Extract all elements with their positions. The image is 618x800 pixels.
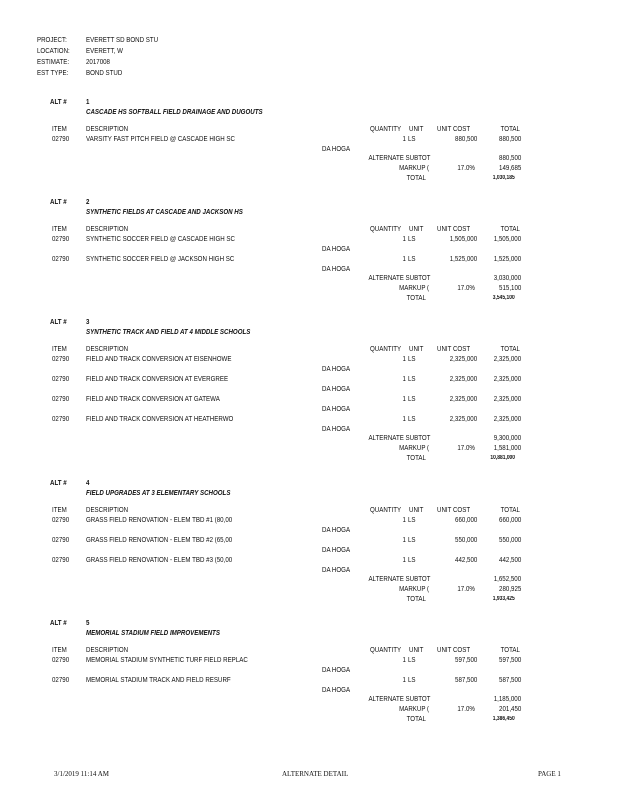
item-unit: LS: [408, 236, 416, 243]
item-quantity: 1: [402, 517, 406, 524]
alt-number: 3: [86, 319, 90, 326]
item-description: GRASS FIELD RENOVATION - ELEM TBD #3 (50,00: [86, 557, 233, 564]
item-quantity: 1: [402, 256, 406, 263]
item-quantity: 1: [402, 236, 406, 243]
item-description: SYNTHETIC SOCCER FIELD @ JACKSON HIGH SC: [86, 256, 235, 263]
item-unit: LS: [408, 416, 416, 423]
item-unit: LS: [408, 557, 416, 564]
project-value: EVERETT SD BOND STU: [86, 37, 159, 44]
da-label: DA HOGA: [322, 687, 351, 694]
col-header-quantity: QUANTITY: [370, 126, 402, 133]
esttype-value: BOND STUD: [86, 70, 123, 77]
item-unit: LS: [408, 256, 416, 263]
item-total: 1,505,000: [493, 236, 521, 243]
subtotal-label: ALTERNATE SUBTOT: [368, 696, 430, 703]
item-unit: LS: [408, 537, 416, 544]
da-label: DA HOGA: [322, 527, 351, 534]
total-label: TOTAL: [406, 596, 426, 603]
da-label: DA HOGA: [322, 406, 351, 413]
total-value: 1,386,450: [493, 716, 515, 722]
item-unit-cost: 2,325,000: [449, 416, 477, 423]
da-label: DA HOGA: [322, 266, 351, 273]
col-header-item: ITEM: [52, 226, 67, 233]
item-unit-cost: 442,500: [454, 557, 477, 564]
da-label: DA HOGA: [322, 567, 351, 574]
item-unit-cost: 597,500: [454, 657, 477, 664]
item-total: 2,325,000: [493, 356, 521, 363]
estimate-label: ESTIMATE:: [37, 59, 70, 66]
item-unit: LS: [408, 136, 416, 143]
subtotal-value: 880,500: [498, 155, 521, 162]
item-description: MEMORIAL STADIUM SYNTHETIC TURF FIELD REPLAC: [86, 657, 248, 664]
item-unit-cost: 587,500: [454, 677, 477, 684]
item-quantity: 1: [402, 376, 406, 383]
markup-value: 515,100: [498, 285, 521, 292]
col-header-unit: UNIT: [409, 647, 424, 654]
markup-percent: 17.0%: [457, 285, 475, 292]
item-code: 02790: [52, 537, 70, 544]
item-quantity: 1: [402, 136, 406, 143]
subtotal-label: ALTERNATE SUBTOT: [368, 155, 430, 162]
markup-label: MARKUP (: [398, 445, 429, 452]
item-total: 2,325,000: [493, 416, 521, 423]
item-total: 442,500: [498, 557, 521, 564]
item-description: FIELD AND TRACK CONVERSION AT GATEWA: [86, 396, 220, 403]
col-header-item: ITEM: [52, 126, 67, 133]
total-label: TOTAL: [406, 175, 426, 182]
item-total: 880,500: [498, 136, 521, 143]
esttype-label: EST TYPE:: [37, 70, 69, 77]
item-code: 02790: [52, 136, 70, 143]
markup-percent: 17.0%: [457, 445, 475, 452]
item-unit-cost: 880,500: [454, 136, 477, 143]
item-description: FIELD AND TRACK CONVERSION AT EVERGREE: [86, 376, 229, 383]
item-unit: LS: [408, 657, 416, 664]
subtotal-value: 1,185,000: [493, 696, 521, 703]
alt-title: MEMORIAL STADIUM FIELD IMPROVEMENTS: [86, 630, 220, 637]
item-unit-cost: 2,325,000: [449, 396, 477, 403]
col-header-quantity: QUANTITY: [370, 226, 402, 233]
location-value: EVERETT, W: [86, 48, 123, 55]
da-label: DA HOGA: [322, 547, 351, 554]
alt-number: 2: [86, 199, 90, 206]
subtotal-value: 3,030,000: [493, 275, 521, 282]
alt-title: SYNTHETIC FIELDS AT CASCADE AND JACKSON HS: [86, 209, 243, 216]
markup-percent: 17.0%: [457, 706, 475, 713]
col-header-unit-cost: UNIT COST: [437, 507, 471, 514]
col-header-quantity: QUANTITY: [370, 346, 402, 353]
markup-percent: 17.0%: [457, 586, 475, 593]
item-description: SYNTHETIC SOCCER FIELD @ CASCADE HIGH SC: [86, 236, 235, 243]
total-label: TOTAL: [406, 455, 426, 462]
alt-label: ALT #: [50, 99, 67, 106]
col-header-description: DESCRIPTION: [86, 507, 129, 514]
alt-label: ALT #: [50, 480, 67, 487]
subtotal-value: 1,652,500: [493, 576, 521, 583]
col-header-total: TOTAL: [500, 346, 520, 353]
total-label: TOTAL: [406, 295, 426, 302]
col-header-total: TOTAL: [500, 647, 520, 654]
location-label: LOCATION:: [37, 48, 70, 55]
footer-page: PAGE 1: [538, 770, 561, 778]
item-quantity: 1: [402, 537, 406, 544]
item-total: 2,325,000: [493, 376, 521, 383]
item-unit: LS: [408, 376, 416, 383]
item-code: 02790: [52, 557, 70, 564]
col-header-unit: UNIT: [409, 226, 424, 233]
markup-value: 201,450: [498, 706, 521, 713]
alt-number: 5: [86, 620, 90, 627]
item-code: 02790: [52, 517, 70, 524]
item-total: 550,000: [498, 537, 521, 544]
da-label: DA HOGA: [322, 667, 351, 674]
col-header-quantity: QUANTITY: [370, 647, 402, 654]
col-header-unit-cost: UNIT COST: [437, 346, 471, 353]
item-description: GRASS FIELD RENOVATION - ELEM TBD #1 (80,00: [86, 517, 233, 524]
total-value: 1,030,185: [493, 175, 515, 181]
item-quantity: 1: [402, 416, 406, 423]
col-header-item: ITEM: [52, 507, 67, 514]
item-description: GRASS FIELD RENOVATION - ELEM TBD #2 (65,00: [86, 537, 233, 544]
estimate-value: 2017008: [86, 59, 110, 66]
item-description: MEMORIAL STADIUM TRACK AND FIELD RESURF: [86, 677, 231, 684]
item-total: 1,525,000: [493, 256, 521, 263]
markup-label: MARKUP (: [398, 706, 429, 713]
item-total: 660,000: [498, 517, 521, 524]
item-code: 02790: [52, 396, 70, 403]
markup-value: 1,581,000: [493, 445, 521, 452]
markup-value: 149,685: [498, 165, 521, 172]
da-label: DA HOGA: [322, 366, 351, 373]
col-header-description: DESCRIPTION: [86, 126, 129, 133]
col-header-unit-cost: UNIT COST: [437, 126, 471, 133]
item-unit: LS: [408, 677, 416, 684]
item-unit: LS: [408, 517, 416, 524]
footer-date: 3/1/2019 11:14 AM: [54, 770, 109, 778]
item-code: 02790: [52, 657, 70, 664]
total-value: 3,545,100: [493, 295, 515, 301]
item-description: FIELD AND TRACK CONVERSION AT HEATHERWO: [86, 416, 234, 423]
alt-label: ALT #: [50, 620, 67, 627]
item-quantity: 1: [402, 557, 406, 564]
project-label: PROJECT:: [37, 37, 67, 44]
col-header-item: ITEM: [52, 346, 67, 353]
subtotal-label: ALTERNATE SUBTOT: [368, 576, 430, 583]
markup-label: MARKUP (: [398, 165, 429, 172]
item-unit-cost: 660,000: [454, 517, 477, 524]
item-total: 587,500: [498, 677, 521, 684]
alt-number: 1: [86, 99, 90, 106]
col-header-quantity: QUANTITY: [370, 507, 402, 514]
item-code: 02790: [52, 256, 70, 263]
item-unit-cost: 1,525,000: [449, 256, 477, 263]
alt-label: ALT #: [50, 319, 67, 326]
footer-title: ALTERNATE DETAIL: [282, 770, 349, 778]
markup-value: 280,925: [498, 586, 521, 593]
item-unit-cost: 2,325,000: [449, 376, 477, 383]
alt-title: CASCADE HS SOFTBALL FIELD DRAINAGE AND DUGOUTS: [86, 109, 263, 116]
subtotal-label: ALTERNATE SUBTOT: [368, 435, 430, 442]
item-total: 597,500: [498, 657, 521, 664]
item-unit-cost: 550,000: [454, 537, 477, 544]
col-header-unit: UNIT: [409, 346, 424, 353]
item-quantity: 1: [402, 396, 406, 403]
alt-title: SYNTHETIC TRACK AND FIELD AT 4 MIDDLE SCHOOLS: [86, 329, 251, 336]
col-header-unit: UNIT: [409, 126, 424, 133]
item-code: 02790: [52, 376, 70, 383]
alt-number: 4: [86, 480, 90, 487]
col-header-description: DESCRIPTION: [86, 226, 129, 233]
col-header-total: TOTAL: [500, 126, 520, 133]
col-header-unit: UNIT: [409, 507, 424, 514]
item-quantity: 1: [402, 356, 406, 363]
item-code: 02790: [52, 416, 70, 423]
markup-label: MARKUP (: [398, 285, 429, 292]
item-quantity: 1: [402, 657, 406, 664]
col-header-unit-cost: UNIT COST: [437, 647, 471, 654]
da-label: DA HOGA: [322, 246, 351, 253]
item-code: 02790: [52, 236, 70, 243]
item-quantity: 1: [402, 677, 406, 684]
item-unit-cost: 1,505,000: [449, 236, 477, 243]
alt-label: ALT #: [50, 199, 67, 206]
da-label: DA HOGA: [322, 386, 351, 393]
col-header-description: DESCRIPTION: [86, 647, 129, 654]
col-header-item: ITEM: [52, 647, 67, 654]
total-value: 10,881,000: [490, 455, 515, 461]
col-header-unit-cost: UNIT COST: [437, 226, 471, 233]
markup-label: MARKUP (: [398, 586, 429, 593]
markup-percent: 17.0%: [457, 165, 475, 172]
col-header-total: TOTAL: [500, 226, 520, 233]
item-code: 02790: [52, 677, 70, 684]
total-value: 1,933,425: [493, 596, 515, 602]
item-unit: LS: [408, 356, 416, 363]
item-unit-cost: 2,325,000: [449, 356, 477, 363]
col-header-total: TOTAL: [500, 507, 520, 514]
item-unit: LS: [408, 396, 416, 403]
item-total: 2,325,000: [493, 396, 521, 403]
alt-title: FIELD UPGRADES AT 3 ELEMENTARY SCHOOLS: [86, 490, 231, 497]
subtotal-value: 9,300,000: [493, 435, 521, 442]
item-description: FIELD AND TRACK CONVERSION AT EISENHOWE: [86, 356, 232, 363]
da-label: DA HOGA: [322, 426, 351, 433]
col-header-description: DESCRIPTION: [86, 346, 129, 353]
subtotal-label: ALTERNATE SUBTOT: [368, 275, 430, 282]
da-label: DA HOGA: [322, 146, 351, 153]
item-description: VARSITY FAST PITCH FIELD @ CASCADE HIGH SC: [86, 136, 235, 143]
total-label: TOTAL: [406, 716, 426, 723]
item-code: 02790: [52, 356, 70, 363]
